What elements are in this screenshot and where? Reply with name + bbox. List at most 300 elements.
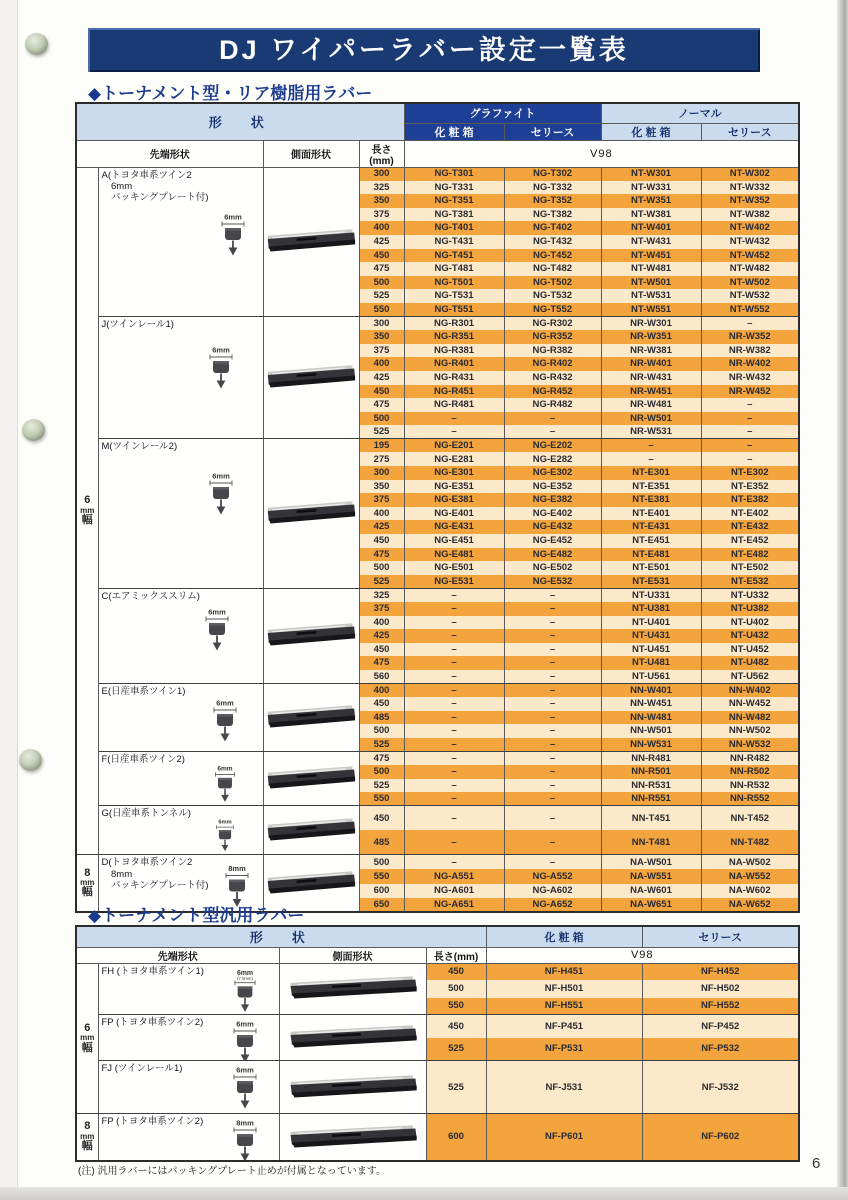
length-cell: 475 (359, 752, 404, 766)
part-number-cell: NF-P451 (486, 1015, 642, 1038)
tip-shape-icon (207, 818, 243, 853)
side-shape-icon (266, 815, 356, 841)
part-number-cell: NG-R352 (504, 330, 601, 344)
part-number-cell: NT-E452 (701, 534, 799, 548)
part-number-cell: NG-T402 (504, 221, 601, 235)
part-number-cell: NF-P531 (486, 1038, 642, 1061)
side-shape-cell (279, 963, 426, 1015)
tip-shape-icon (215, 206, 251, 264)
part-number-cell: – (504, 643, 601, 657)
part-number-cell: NG-R451 (404, 385, 504, 399)
width-band-label: 8 mm 幅 (80, 866, 95, 899)
table-row (76, 1015, 799, 1038)
part-number-cell: NG-E382 (504, 493, 601, 507)
table-row (76, 855, 799, 869)
part-number-cell: NN-T481 (601, 830, 701, 855)
page-title-text: DJ ワイパーラバー設定一覧表 (219, 35, 629, 65)
part-number-cell: NF-P601 (486, 1114, 642, 1161)
part-number-cell: – (404, 779, 504, 793)
part-number-cell: NG-E502 (504, 561, 601, 575)
length-cell: 450 (359, 643, 404, 657)
tip-shape-icon (227, 1118, 263, 1161)
part-number-cell: NT-U452 (701, 643, 799, 657)
part-number-cell: NG-R452 (504, 385, 601, 399)
side-shape-cell (279, 1015, 426, 1061)
length-cell: 550 (426, 998, 486, 1015)
page-number: 6 (812, 1155, 821, 1172)
part-number-cell: NT-W351 (601, 194, 701, 208)
part-number-cell: NG-R402 (504, 357, 601, 371)
tip-shape-icon (207, 764, 243, 804)
side-shape-icon (266, 226, 356, 252)
section-heading-general-rubber: ◆トーナメント型汎用ラバー (88, 906, 305, 925)
part-number-cell: NR-W301 (601, 317, 701, 331)
part-number-cell: NG-T301 (404, 167, 504, 181)
part-number-cell: NA-W502 (701, 855, 799, 869)
part-number-cell: NG-E202 (504, 439, 601, 453)
length-cell: 500 (359, 855, 404, 869)
binder-hole (25, 33, 48, 55)
width-band-cell (76, 167, 98, 855)
header-box-graphite: 化 粧 箱 (404, 123, 504, 140)
svg-text:(7.5mm): (7.5mm) (236, 975, 253, 981)
part-number-cell: NT-W381 (601, 208, 701, 222)
side-shape-cell (263, 167, 359, 317)
side-shape-cell (263, 588, 359, 683)
section-heading-rear-rubber: ◆トーナメント型・リア樹脂用ラバー (88, 84, 373, 103)
part-number-cell: NA-W652 (701, 898, 799, 912)
part-number-cell: NF-H452 (642, 963, 799, 980)
length-cell: 350 (359, 330, 404, 344)
tip-shape-icon (203, 335, 239, 401)
part-number-cell: NG-T502 (504, 276, 601, 290)
header-side-shape: 側面形状 (279, 947, 426, 963)
part-number-cell: – (404, 616, 504, 630)
tip-shape-cell (98, 439, 263, 589)
part-number-cell: – (404, 765, 504, 779)
part-number-cell: NG-E531 (404, 575, 504, 589)
part-number-cell: NN-R532 (701, 779, 799, 793)
svg-text:6mm: 6mm (215, 698, 234, 708)
part-number-cell: NT-U331 (601, 588, 701, 602)
part-number-cell: NG-T532 (504, 289, 601, 303)
part-number-cell: NG-A602 (504, 884, 601, 898)
length-cell: 500 (359, 765, 404, 779)
length-cell: 450 (359, 249, 404, 263)
part-number-cell: NR-W432 (701, 371, 799, 385)
length-cell: 425 (359, 235, 404, 249)
part-number-cell: – (504, 765, 601, 779)
part-number-cell: – (701, 452, 799, 466)
length-cell: 650 (359, 898, 404, 912)
part-number-cell: NR-W352 (701, 330, 799, 344)
length-cell: 525 (359, 575, 404, 589)
part-number-cell: – (504, 779, 601, 793)
table-row (76, 317, 799, 331)
length-cell: 450 (359, 697, 404, 711)
length-cell: 400 (359, 507, 404, 521)
part-number-cell: – (504, 792, 601, 806)
part-number-cell: NT-W332 (701, 181, 799, 195)
length-cell: 525 (359, 738, 404, 752)
part-number-cell: – (504, 629, 601, 643)
part-number-cell: NG-R481 (404, 398, 504, 412)
tip-shape-icon (199, 603, 235, 657)
part-number-cell: – (701, 425, 799, 439)
svg-text:6mm: 6mm (235, 1065, 254, 1075)
part-number-cell: NT-W431 (601, 235, 701, 249)
tip-shape-cell (98, 1015, 279, 1061)
length-cell: 525 (426, 1038, 486, 1061)
part-number-cell: NG-E282 (504, 452, 601, 466)
part-number-cell: NG-T302 (504, 167, 601, 181)
length-cell: 325 (359, 181, 404, 195)
part-number-cell: NT-E531 (601, 575, 701, 589)
width-band-cell (76, 963, 98, 1114)
header-normal: ノーマル (601, 103, 799, 123)
part-number-cell: NT-E382 (701, 493, 799, 507)
length-cell: 450 (359, 534, 404, 548)
length-cell: 300 (359, 466, 404, 480)
part-number-cell: NN-W452 (701, 697, 799, 711)
tip-shape-icon (227, 1065, 263, 1111)
part-number-cell: – (701, 398, 799, 412)
part-number-cell: NA-W651 (601, 898, 701, 912)
side-shape-icon (266, 702, 356, 728)
length-cell: 550 (359, 869, 404, 883)
part-number-cell: NG-T501 (404, 276, 504, 290)
part-number-cell: NG-T482 (504, 262, 601, 276)
part-number-cell: NG-E402 (504, 507, 601, 521)
part-number-cell: NN-W482 (701, 711, 799, 725)
part-number-cell: NG-T401 (404, 221, 504, 235)
length-cell: 475 (359, 262, 404, 276)
part-number-cell: – (504, 670, 601, 684)
part-number-cell: NG-R401 (404, 357, 504, 371)
tip-shape-cell (98, 806, 263, 855)
tip-shape-icon (227, 968, 263, 1014)
part-number-cell: NN-W451 (601, 697, 701, 711)
part-number-cell: – (404, 602, 504, 616)
part-number-cell: – (404, 738, 504, 752)
length-cell: 525 (359, 289, 404, 303)
length-cell: 525 (359, 779, 404, 793)
length-cell: 425 (359, 520, 404, 534)
header-tip-shape: 先端形状 (76, 140, 263, 167)
svg-text:6mm: 6mm (217, 820, 232, 827)
header-graphite: グラファイト (404, 103, 601, 123)
part-number-cell: NT-W301 (601, 167, 701, 181)
length-cell: 485 (359, 830, 404, 855)
table-row (76, 167, 799, 181)
part-number-cell: NN-R501 (601, 765, 701, 779)
part-number-cell: – (404, 711, 504, 725)
tip-shape-cell (98, 317, 263, 439)
part-number-cell: NG-A601 (404, 884, 504, 898)
part-number-cell: NG-E431 (404, 520, 504, 534)
length-cell: 350 (359, 480, 404, 494)
table-row (76, 1061, 799, 1114)
svg-text:6mm: 6mm (207, 607, 226, 617)
part-number-cell: NT-W331 (601, 181, 701, 195)
part-number-cell: – (404, 412, 504, 426)
part-number-cell: NA-W551 (601, 869, 701, 883)
part-number-cell: NN-W502 (701, 724, 799, 738)
header-model-v98: V98 (404, 140, 799, 167)
table-row (76, 588, 799, 602)
part-number-cell: NN-R482 (701, 752, 799, 766)
part-number-cell: NN-R531 (601, 779, 701, 793)
part-number-cell: – (701, 317, 799, 331)
side-shape-icon (266, 620, 356, 646)
part-number-cell: NF-H552 (642, 998, 799, 1015)
length-cell: 485 (359, 711, 404, 725)
part-number-cell: – (404, 588, 504, 602)
part-number-cell: NA-W601 (601, 884, 701, 898)
part-number-cell: NG-T481 (404, 262, 504, 276)
part-number-cell: NN-R502 (701, 765, 799, 779)
part-number-cell: NG-E351 (404, 480, 504, 494)
svg-text:8mm: 8mm (227, 864, 246, 874)
length-cell: 450 (426, 963, 486, 980)
side-shape-icon (288, 1072, 418, 1098)
part-number-cell: NG-E452 (504, 534, 601, 548)
part-number-cell: NF-J532 (642, 1061, 799, 1114)
length-cell: 450 (359, 806, 404, 831)
part-number-cell: NG-E201 (404, 439, 504, 453)
width-band-cell (76, 1114, 98, 1161)
side-shape-icon (266, 763, 356, 789)
length-cell: 500 (359, 724, 404, 738)
part-number-cell: NR-W451 (601, 385, 701, 399)
header-model-v98: V98 (486, 947, 799, 963)
part-number-cell: NG-E401 (404, 507, 504, 521)
side-shape-cell (279, 1114, 426, 1161)
header-tip-shape: 先端形状 (76, 947, 279, 963)
part-number-cell: NT-W501 (601, 276, 701, 290)
part-number-cell: NT-W382 (701, 208, 799, 222)
group-label: D(トヨタ車系ツイン2 8mm パッキングプレート付) (101, 857, 209, 892)
header-series: セリース (642, 926, 799, 947)
length-cell: 375 (359, 208, 404, 222)
part-number-cell: – (404, 806, 504, 831)
part-number-cell: NN-T452 (701, 806, 799, 831)
general-rubber-table (75, 925, 800, 1162)
tip-shape-cell (98, 1114, 279, 1161)
part-number-cell: – (504, 412, 601, 426)
page-left-margin (0, 0, 17, 1200)
part-number-cell: NT-U401 (601, 616, 701, 630)
part-number-cell: NT-W352 (701, 194, 799, 208)
svg-text:6mm: 6mm (211, 345, 230, 355)
length-cell: 450 (426, 1015, 486, 1038)
part-number-cell: NF-H451 (486, 963, 642, 980)
part-number-cell: – (504, 752, 601, 766)
length-cell: 475 (359, 398, 404, 412)
part-number-cell: – (504, 697, 601, 711)
part-number-cell: NG-T431 (404, 235, 504, 249)
side-shape-icon (288, 973, 418, 999)
part-number-cell: NT-W482 (701, 262, 799, 276)
side-shape-cell (279, 1061, 426, 1114)
svg-text:6mm: 6mm (216, 765, 233, 773)
part-number-cell: NN-W481 (601, 711, 701, 725)
svg-text:8mm: 8mm (235, 1118, 254, 1128)
part-number-cell: NN-R552 (701, 792, 799, 806)
part-number-cell: – (601, 439, 701, 453)
width-band-label: 6 mm 幅 (80, 494, 95, 527)
side-shape-cell (263, 684, 359, 752)
header-length: 長さ(mm) (359, 140, 404, 167)
part-number-cell: NF-P532 (642, 1038, 799, 1061)
page-title (88, 28, 760, 72)
rear-resin-rubber-table (75, 102, 800, 913)
part-number-cell: NG-T382 (504, 208, 601, 222)
group-label: FJ (ツインレール1) (101, 1063, 183, 1075)
part-number-cell: NG-T332 (504, 181, 601, 195)
part-number-cell: – (504, 855, 601, 869)
part-number-cell: NT-U332 (701, 588, 799, 602)
part-number-cell: – (504, 724, 601, 738)
part-number-cell: NT-U381 (601, 602, 701, 616)
header-box: 化 粧 箱 (486, 926, 642, 947)
part-number-cell: NG-R382 (504, 344, 601, 358)
side-shape-icon (266, 362, 356, 388)
part-number-cell: NN-W501 (601, 724, 701, 738)
page-bottom-edge-shadow (0, 1187, 848, 1200)
part-number-cell: NT-U382 (701, 602, 799, 616)
part-number-cell: NR-W531 (601, 425, 701, 439)
length-cell: 475 (359, 656, 404, 670)
group-label: FH (トヨタ車系ツイン1) (101, 965, 204, 977)
length-cell: 350 (359, 194, 404, 208)
length-cell: 400 (359, 221, 404, 235)
header-shape: 形 状 (76, 926, 486, 947)
part-number-cell: NT-E501 (601, 561, 701, 575)
part-number-cell: NT-U451 (601, 643, 701, 657)
part-number-cell: – (504, 616, 601, 630)
length-cell: 400 (359, 616, 404, 630)
part-number-cell: NT-U431 (601, 629, 701, 643)
length-cell: 375 (359, 493, 404, 507)
part-number-cell: NR-W382 (701, 344, 799, 358)
table-row (76, 439, 799, 453)
part-number-cell: NG-A552 (504, 869, 601, 883)
part-number-cell: NR-W351 (601, 330, 701, 344)
length-cell: 525 (426, 1061, 486, 1114)
part-number-cell: NG-E352 (504, 480, 601, 494)
part-number-cell: NT-U432 (701, 629, 799, 643)
group-label: A(トヨタ車系ツイン2 6mm パッキングプレート付) (101, 169, 209, 204)
length-cell: 550 (359, 303, 404, 317)
part-number-cell: NG-A551 (404, 869, 504, 883)
part-number-cell: NT-W552 (701, 303, 799, 317)
part-number-cell: – (404, 656, 504, 670)
part-number-cell: NG-E481 (404, 548, 504, 562)
part-number-cell: NT-W531 (601, 289, 701, 303)
part-number-cell: – (504, 656, 601, 670)
part-number-cell: NF-P602 (642, 1114, 799, 1161)
length-cell: 400 (359, 357, 404, 371)
part-number-cell: NT-E401 (601, 507, 701, 521)
length-cell: 425 (359, 371, 404, 385)
part-number-cell: – (404, 724, 504, 738)
side-shape-cell (263, 439, 359, 589)
header-series-graphite: セリース (504, 123, 601, 140)
part-number-cell: NT-U482 (701, 656, 799, 670)
part-number-cell: NG-E432 (504, 520, 601, 534)
part-number-cell: NA-W501 (601, 855, 701, 869)
part-number-cell: NT-E431 (601, 520, 701, 534)
part-number-cell: – (701, 439, 799, 453)
part-number-cell: NT-E352 (701, 480, 799, 494)
part-number-cell: NT-E301 (601, 466, 701, 480)
binder-hole (19, 749, 42, 771)
side-shape-cell (263, 752, 359, 806)
part-number-cell: – (504, 602, 601, 616)
length-cell: 500 (426, 980, 486, 997)
part-number-cell: NG-T531 (404, 289, 504, 303)
svg-text:6mm: 6mm (235, 1019, 254, 1029)
length-cell: 600 (426, 1114, 486, 1161)
part-number-cell: NT-W502 (701, 276, 799, 290)
side-shape-icon (266, 498, 356, 524)
part-number-cell: NT-W452 (701, 249, 799, 263)
part-number-cell: NT-U562 (701, 670, 799, 684)
part-number-cell: – (404, 752, 504, 766)
part-number-cell: – (404, 830, 504, 855)
part-number-cell: NR-W481 (601, 398, 701, 412)
part-number-cell: NR-W402 (701, 357, 799, 371)
table-row (76, 684, 799, 698)
part-number-cell: NT-E351 (601, 480, 701, 494)
part-number-cell: NR-W401 (601, 357, 701, 371)
part-number-cell: NT-W432 (701, 235, 799, 249)
part-number-cell: NT-U561 (601, 670, 701, 684)
part-number-cell: NT-U402 (701, 616, 799, 630)
group-label: C(エアミックススリム) (101, 590, 200, 602)
group-label: M(ツインレール2) (101, 441, 178, 453)
part-number-cell: NN-W532 (701, 738, 799, 752)
length-cell: 275 (359, 452, 404, 466)
header-series-normal: セリース (701, 123, 799, 140)
tip-shape-cell (98, 684, 263, 752)
part-number-cell: NT-W402 (701, 221, 799, 235)
width-band-label: 8 mm 幅 (80, 1120, 95, 1153)
part-number-cell: NG-T432 (504, 235, 601, 249)
length-cell: 450 (359, 385, 404, 399)
group-label: E(日産車系ツイン1) (101, 686, 186, 698)
part-number-cell: NG-R482 (504, 398, 601, 412)
part-number-cell: – (404, 425, 504, 439)
part-number-cell: NF-P452 (642, 1015, 799, 1038)
part-number-cell: NT-E482 (701, 548, 799, 562)
part-number-cell: – (404, 629, 504, 643)
part-number-cell: NT-E302 (701, 466, 799, 480)
part-number-cell: NR-W431 (601, 371, 701, 385)
part-number-cell: NT-W481 (601, 262, 701, 276)
part-number-cell: – (701, 412, 799, 426)
footer-note: (注) 汎用ラバーにはパッキングプレート止めが付属となっています。 (78, 1166, 386, 1177)
tip-shape-icon (203, 459, 239, 529)
part-number-cell: NG-E302 (504, 466, 601, 480)
part-number-cell: NG-R381 (404, 344, 504, 358)
part-number-cell: NG-E501 (404, 561, 504, 575)
length-cell: 550 (359, 792, 404, 806)
length-cell: 300 (359, 167, 404, 181)
svg-text:6mm: 6mm (223, 212, 242, 221)
part-number-cell: NN-T451 (601, 806, 701, 831)
